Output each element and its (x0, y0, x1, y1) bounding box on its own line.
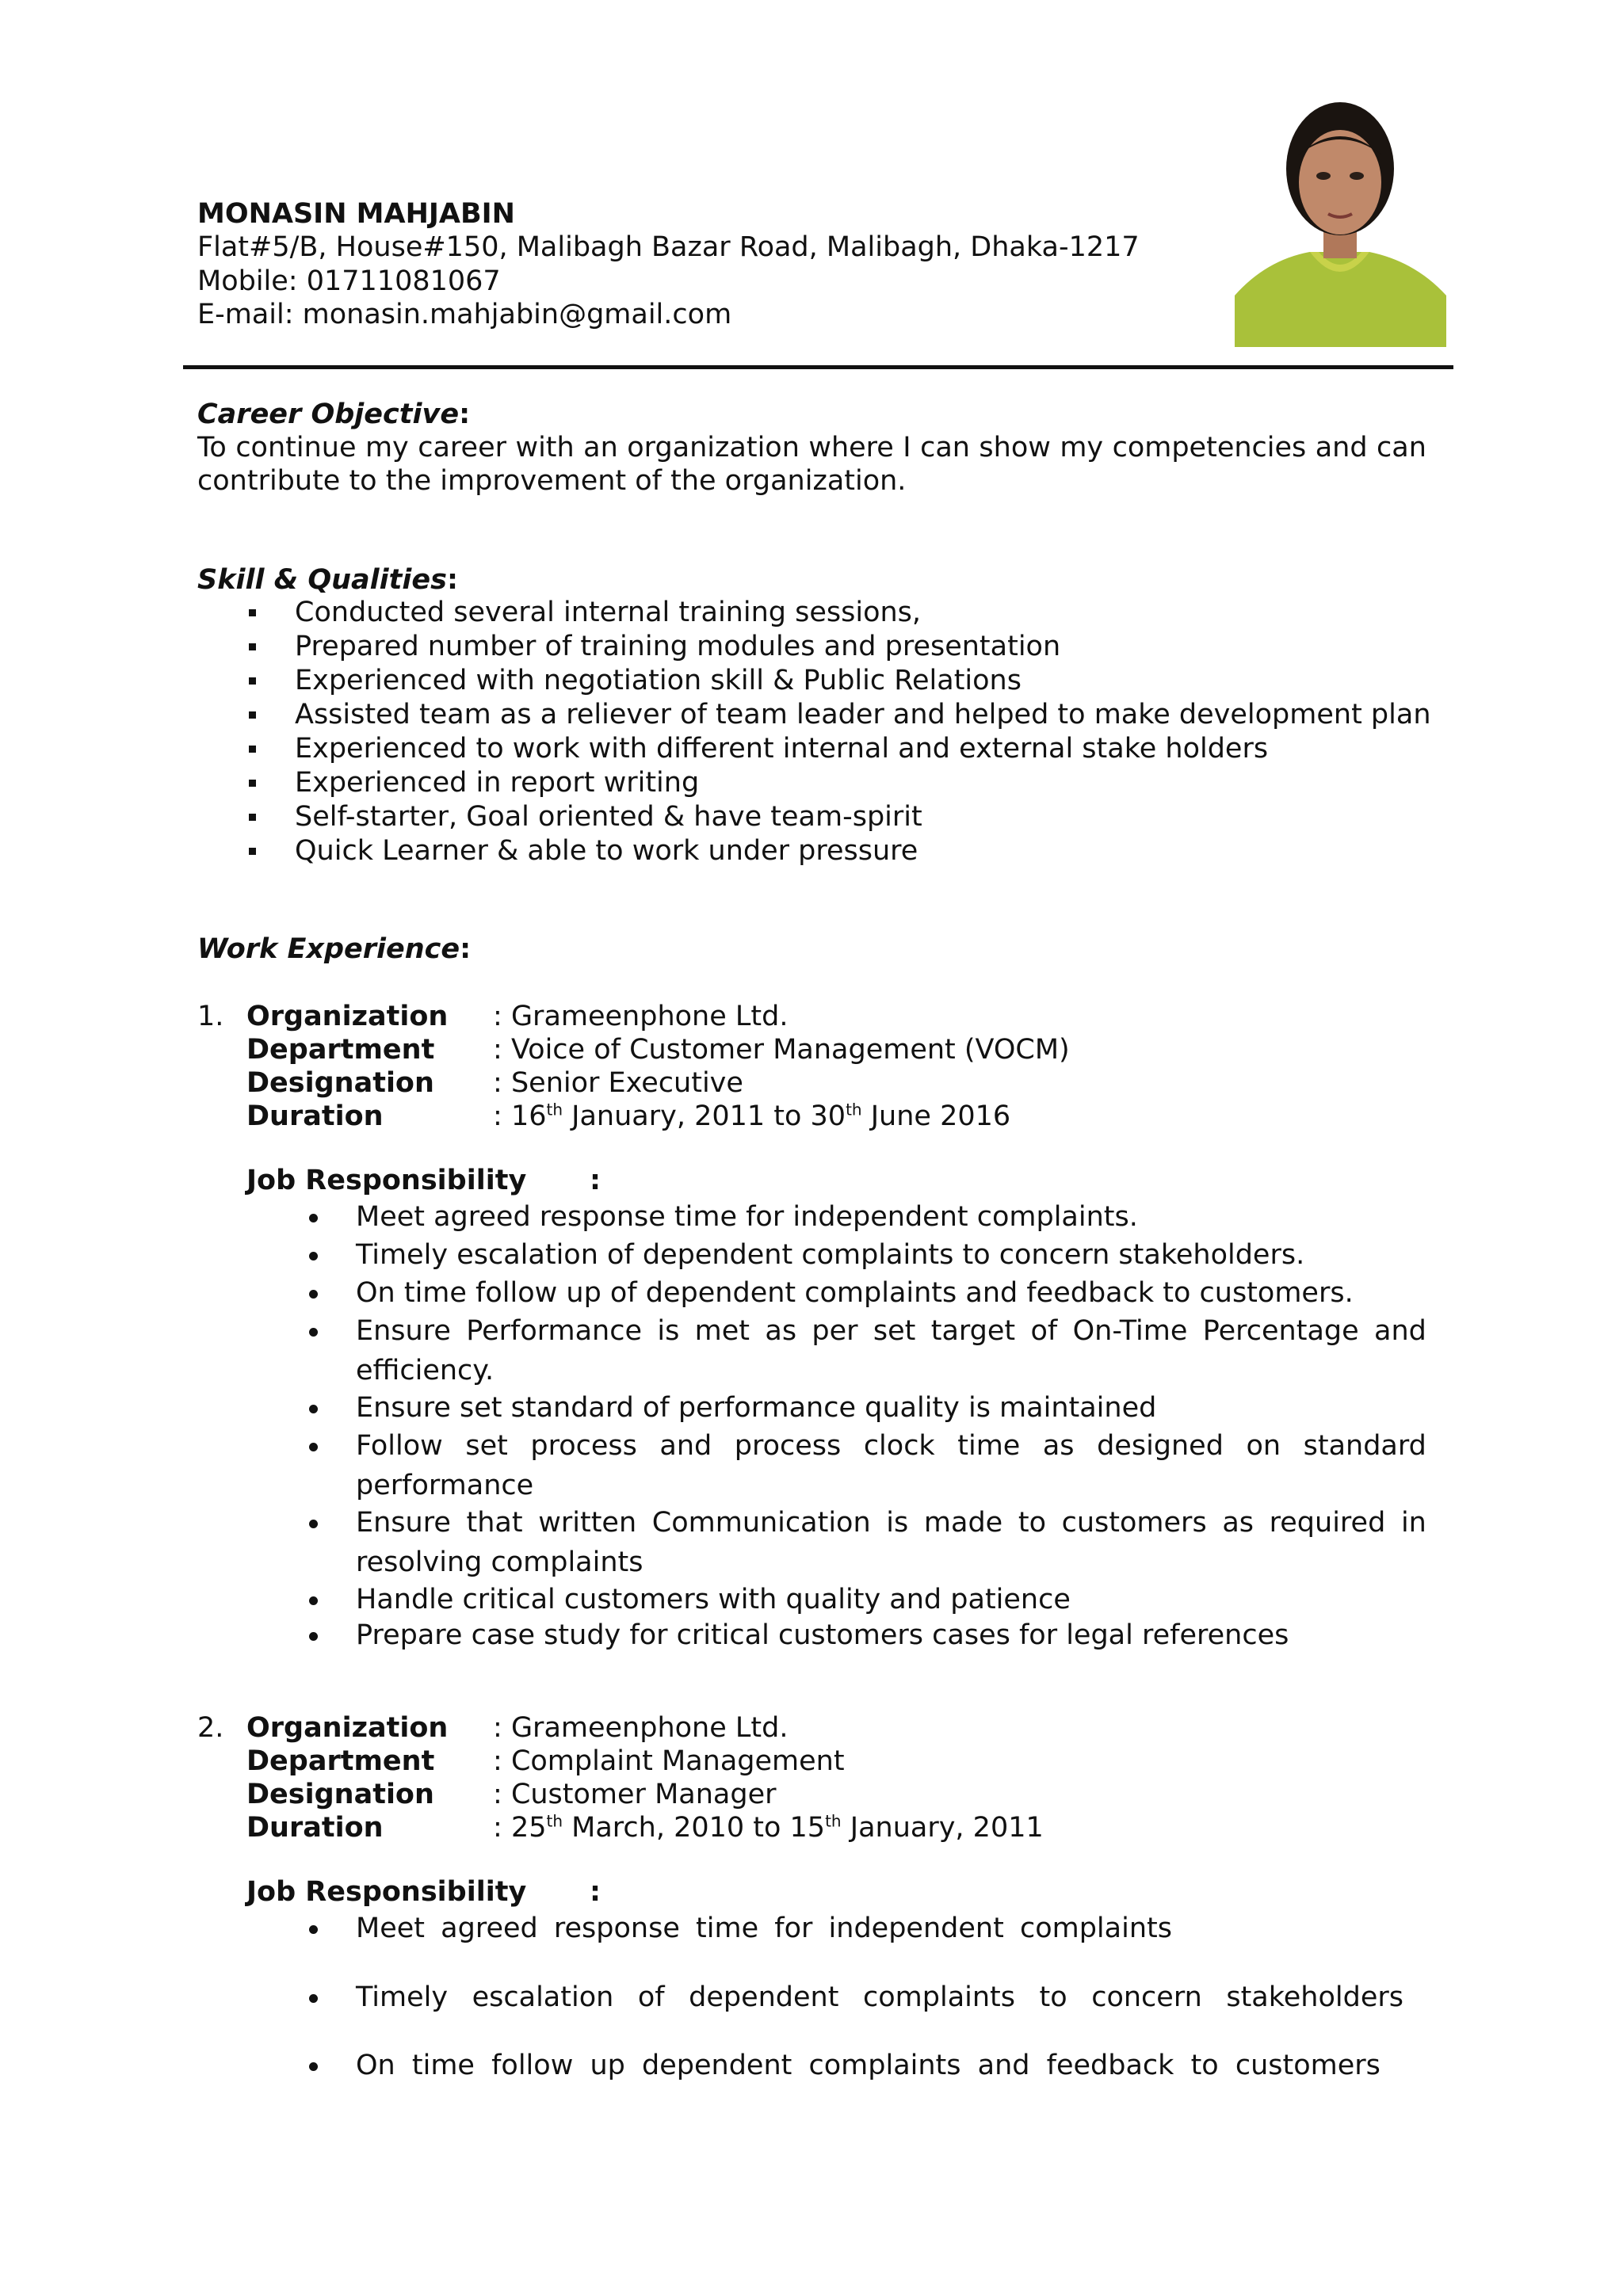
job-1-responsibility-label: Job Responsibility (246, 1165, 527, 1196)
round-bullet-icon (309, 1443, 318, 1451)
mobile: Mobile: 01711081067 (197, 265, 501, 297)
job-1-duration: : 16th January, 2011 to 30th June 2016 (493, 1100, 1011, 1132)
job-1-duration-label: Duration (246, 1100, 384, 1132)
round-bullet-icon (309, 1290, 318, 1299)
header-divider (183, 365, 1453, 369)
responsibility-item: Ensure that written Communication is made to customers as required in (356, 1507, 1426, 1539)
skill-item: Experienced with negotiation skill & Public Relations (295, 665, 1022, 696)
round-bullet-icon (309, 1214, 318, 1222)
responsibility-item: Prepare case study for critical customers cases for legal references (356, 1619, 1289, 1651)
square-bullet-icon (249, 814, 256, 821)
career-line-2: contribute to the improvement of the organization. (197, 465, 907, 497)
skill-item: Experienced to work with different internal and external stake holders (295, 733, 1269, 765)
job-2-department-label: Department (246, 1745, 435, 1777)
round-bullet-icon (309, 1405, 318, 1413)
responsibility-item: Timely escalation of dependent complaints to concern stakeholders (356, 1981, 1403, 2013)
job-1-designation-label: Designation (246, 1067, 434, 1099)
skills-heading: Skill & Qualities: (197, 564, 458, 596)
job-1-department: : Voice of Customer Management (VOCM) (493, 1034, 1070, 1066)
responsibility-item: Meet agreed response time for independent complaints (356, 1913, 1172, 1944)
job-1-organization-label: Organization (246, 1001, 449, 1032)
responsibility-item: Handle critical customers with quality and patience (356, 1584, 1071, 1615)
round-bullet-icon (309, 1632, 318, 1641)
square-bullet-icon (249, 746, 256, 753)
responsibility-item: Meet agreed response time for independent complaints. (356, 1201, 1138, 1233)
address: Flat#5/B, House#150, Malibagh Bazar Road, Malibagh, Dhaka-1217 (197, 231, 1140, 263)
job-2-designation: : Customer Manager (493, 1779, 777, 1810)
email: E-mail: monasin.mahjabin@gmail.com (197, 299, 732, 330)
round-bullet-icon (309, 1994, 318, 2003)
skill-item: Experienced in report writing (295, 767, 700, 799)
candidate-name: MONASIN MAHJABIN (197, 198, 515, 230)
round-bullet-icon (309, 1328, 318, 1337)
responsibility-item: efficiency. (356, 1355, 495, 1386)
skill-item: Prepared number of training modules and presentation (295, 631, 1061, 662)
responsibility-item: On time follow up of dependent complaints and feedback to customers. (356, 1277, 1354, 1309)
job-2-organization-label: Organization (246, 1712, 449, 1744)
job-1-department-label: Department (246, 1034, 435, 1066)
responsibility-item: performance (356, 1470, 534, 1501)
job-2-number: 2. (197, 1712, 224, 1744)
round-bullet-icon (309, 1252, 318, 1261)
responsibility-item: Timely escalation of dependent complaints to concern stakeholders. (356, 1239, 1305, 1271)
work-heading: Work Experience: (197, 933, 472, 965)
square-bullet-icon (249, 711, 256, 719)
responsibility-item: resolving complaints (356, 1547, 643, 1578)
skill-item: Conducted several internal training sessions, (295, 597, 922, 628)
skill-item: Assisted team as a reliever of team leader and helped to make development plan (295, 699, 1431, 730)
responsibility-item: Ensure Performance is met as per set target of On-Time Percentage and (356, 1315, 1426, 1347)
square-bullet-icon (249, 848, 256, 855)
skill-item: Self-starter, Goal oriented & have team-spirit (295, 801, 922, 833)
round-bullet-icon (309, 2062, 318, 2071)
job-2-responsibility-label: Job Responsibility (246, 1876, 527, 1908)
round-bullet-icon (309, 1925, 318, 1934)
square-bullet-icon (249, 780, 256, 787)
round-bullet-icon (309, 1520, 318, 1528)
job-1-responsibility-colon: : (590, 1165, 601, 1196)
skill-item: Quick Learner & able to work under pressure (295, 835, 918, 867)
job-1-organization: : Grameenphone Ltd. (493, 1001, 789, 1032)
career-line-1: To continue my career with an organization where I can show my competencies and can (197, 432, 1426, 463)
job-1-number: 1. (197, 1001, 224, 1032)
job-2-organization: : Grameenphone Ltd. (493, 1712, 789, 1744)
job-2-designation-label: Designation (246, 1779, 434, 1810)
career-heading: Career Objective: (197, 399, 471, 430)
responsibility-item: On time follow up dependent complaints and feedback to customers (356, 2050, 1381, 2081)
responsibility-item: Ensure set standard of performance quality is maintained (356, 1392, 1157, 1424)
square-bullet-icon (249, 609, 256, 616)
round-bullet-icon (309, 1596, 318, 1605)
responsibility-item: Follow set process and process clock time as designed on standard (356, 1430, 1426, 1462)
job-1-designation: : Senior Executive (493, 1067, 743, 1099)
job-2-responsibility-colon: : (590, 1876, 601, 1908)
square-bullet-icon (249, 677, 256, 685)
profile-photo (1235, 93, 1446, 347)
job-2-duration: : 25th March, 2010 to 15th January, 2011 (493, 1811, 1044, 1844)
job-2-department: : Complaint Management (493, 1745, 845, 1777)
square-bullet-icon (249, 643, 256, 650)
job-2-duration-label: Duration (246, 1812, 384, 1844)
